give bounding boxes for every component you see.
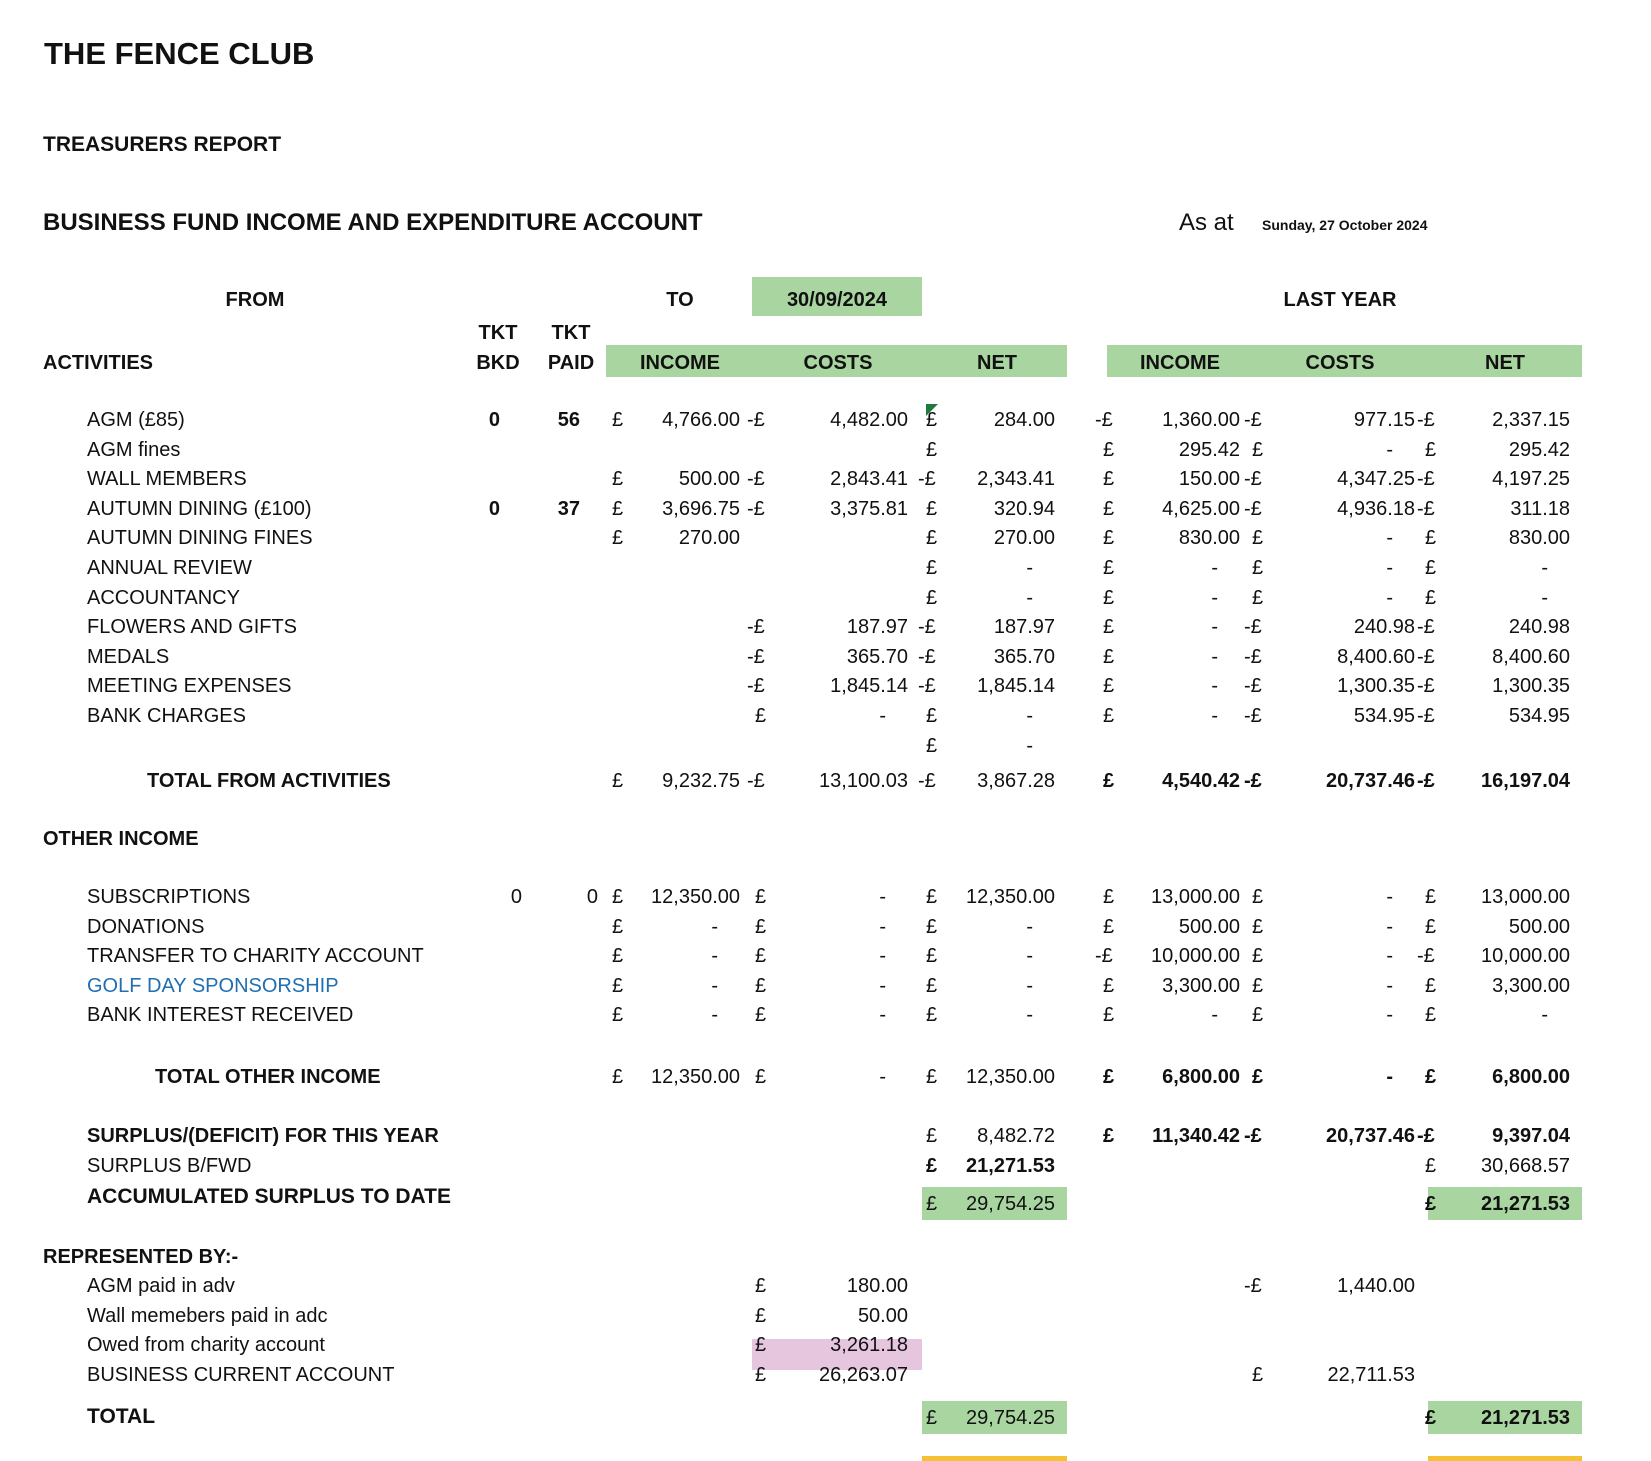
cost-currency-symbol: £ bbox=[755, 1066, 767, 1088]
ly-inc-currency-symbol: -£ bbox=[1095, 945, 1113, 967]
ly-inc-currency-symbol: £ bbox=[1103, 468, 1115, 490]
net-currency-symbol: -£ bbox=[918, 770, 936, 792]
ly-inc-currency-symbol: £ bbox=[1103, 916, 1115, 938]
row-label: AUTUMN DINING (£100) bbox=[87, 498, 312, 520]
net-currency-symbol: £ bbox=[926, 735, 938, 757]
net-amount: 2,343.41 bbox=[977, 468, 1055, 490]
ly-net-amount: 240.98 bbox=[1508, 616, 1570, 638]
ly-cost-amount: 20,737.46 bbox=[1326, 770, 1415, 792]
cost-currency-symbol: -£ bbox=[747, 675, 765, 697]
bfwd-label: SURPLUS B/FWD bbox=[87, 1155, 252, 1177]
represented-item-label: Owed from charity account bbox=[87, 1334, 325, 1356]
ly-inc-currency-symbol: £ bbox=[1103, 1066, 1115, 1088]
row-label: TRANSFER TO CHARITY ACCOUNT bbox=[87, 945, 424, 967]
ly-inc-amount: 4,625.00 bbox=[1162, 498, 1240, 520]
club-title: THE FENCE CLUB bbox=[44, 36, 315, 71]
ly-inc-amount: - bbox=[1211, 675, 1218, 697]
ly-cost-amount: 240.98 bbox=[1353, 616, 1415, 638]
ly-inc-amount: 10,000.00 bbox=[1151, 945, 1240, 967]
ly-inc-amount: - bbox=[1211, 616, 1218, 638]
ly-inc-currency-symbol: £ bbox=[1103, 498, 1115, 520]
ly-cost-amount: - bbox=[1386, 527, 1393, 549]
cost-amount: 1,845.14 bbox=[830, 675, 908, 697]
ly-cost-currency-symbol: £ bbox=[1252, 439, 1264, 461]
ly-inc-currency-symbol: £ bbox=[1103, 675, 1115, 697]
ly-inc-amount: - bbox=[1211, 646, 1218, 668]
ly-cost-currency-symbol: £ bbox=[1252, 945, 1264, 967]
surplus-label: SURPLUS/(DEFICIT) FOR THIS YEAR bbox=[87, 1125, 439, 1147]
net-currency-symbol: £ bbox=[926, 705, 938, 727]
row-label: ACCOUNTANCY bbox=[87, 587, 240, 609]
total-net-amount: 29,754.25 bbox=[966, 1407, 1055, 1429]
ly-net-amount: 830.00 bbox=[1508, 527, 1570, 549]
bfwd-ly-net-amount: 30,668.57 bbox=[1481, 1155, 1570, 1177]
ly-cost-amount: - bbox=[1386, 587, 1393, 609]
net-currency-symbol: £ bbox=[926, 916, 938, 938]
accumulated-label: ACCUMULATED SURPLUS TO DATE bbox=[87, 1185, 451, 1208]
ly-inc-currency-symbol: -£ bbox=[1095, 409, 1113, 431]
ly-net-currency-symbol: -£ bbox=[1417, 705, 1435, 727]
cost-currency-symbol: £ bbox=[755, 916, 767, 938]
row-label: FLOWERS AND GIFTS bbox=[87, 616, 298, 638]
ly-net-currency-symbol: -£ bbox=[1417, 675, 1435, 697]
ly-inc-currency-symbol: £ bbox=[1103, 646, 1115, 668]
ly-net-currency-symbol: -£ bbox=[1417, 616, 1435, 638]
as-at-date: Sunday, 27 October 2024 bbox=[1262, 217, 1428, 233]
cost-amount: - bbox=[879, 705, 886, 727]
ly-net-amount: 13,000.00 bbox=[1481, 886, 1570, 908]
tkt-bkd: 0 bbox=[488, 409, 500, 431]
ly-net-currency-symbol: £ bbox=[1425, 916, 1437, 938]
ly-cost-currency-symbol: £ bbox=[1252, 916, 1264, 938]
row-label: ANNUAL REVIEW bbox=[87, 557, 252, 579]
ly-inc-amount: - bbox=[1211, 587, 1218, 609]
cost-currency-symbol: £ bbox=[755, 705, 767, 727]
accumulated-net-currency-symbol: £ bbox=[926, 1193, 938, 1215]
ly-inc-amount: 295.42 bbox=[1178, 439, 1240, 461]
row-label: BANK CHARGES bbox=[87, 705, 246, 727]
represented-ly-cost-amount: 22,711.53 bbox=[1327, 1364, 1415, 1386]
ly-inc-currency-symbol: £ bbox=[1103, 616, 1115, 638]
ly-inc-amount: 500.00 bbox=[1178, 916, 1240, 938]
tkt-bkd: 0 bbox=[488, 498, 500, 520]
cost-amount: 4,482.00 bbox=[830, 409, 908, 431]
net-amount: 284.00 bbox=[993, 409, 1055, 431]
net-amount: - bbox=[1026, 945, 1033, 967]
ly-net-amount: - bbox=[1541, 587, 1548, 609]
account-heading: BUSINESS FUND INCOME AND EXPENDITURE ACCOUNT bbox=[43, 209, 703, 236]
cost-currency-symbol: £ bbox=[755, 975, 767, 997]
ly-net-amount: 311.18 bbox=[1510, 498, 1570, 520]
cost-currency-symbol: -£ bbox=[747, 498, 765, 520]
ly-net-amount: 4,197.25 bbox=[1492, 468, 1570, 490]
ly-inc-amount: 6,800.00 bbox=[1162, 1066, 1240, 1088]
net-amount: 365.70 bbox=[993, 646, 1055, 668]
ly-inc-amount: - bbox=[1211, 705, 1218, 727]
surplus-ly-cost-amount: 20,737.46 bbox=[1326, 1125, 1415, 1147]
ly-net-currency-symbol: £ bbox=[1425, 1004, 1437, 1026]
ly-inc-currency-symbol: £ bbox=[1103, 557, 1115, 579]
ly-cost-amount: - bbox=[1386, 1004, 1393, 1026]
report-subtitle: TREASURERS REPORT bbox=[43, 133, 282, 156]
ly-inc-amount: - bbox=[1211, 1004, 1218, 1026]
total-ly-net-currency-symbol: £ bbox=[1425, 1407, 1437, 1429]
inc-amount: - bbox=[711, 975, 718, 997]
ly-net-amount: - bbox=[1541, 557, 1548, 579]
row-label: MEETING EXPENSES bbox=[87, 675, 292, 697]
cost-amount: 3,375.81 bbox=[830, 498, 908, 520]
net-currency-symbol: £ bbox=[926, 945, 938, 967]
ly-inc-currency-symbol: £ bbox=[1103, 587, 1115, 609]
ly-net-currency-symbol: -£ bbox=[1417, 646, 1435, 668]
net-amount: 1,845.14 bbox=[977, 675, 1055, 697]
tkt-paid: 56 bbox=[557, 409, 580, 431]
cost-currency-symbol: -£ bbox=[747, 468, 765, 490]
total-label: TOTAL bbox=[87, 1405, 156, 1428]
net-amount: - bbox=[1026, 587, 1033, 609]
net-header: NET bbox=[977, 352, 1017, 374]
total-ly-net-amount: 21,271.53 bbox=[1481, 1407, 1570, 1429]
ly-inc-currency-symbol: £ bbox=[1103, 527, 1115, 549]
inc-currency-symbol: £ bbox=[612, 1066, 624, 1088]
ly-net-currency-symbol: £ bbox=[1425, 975, 1437, 997]
ly-cost-currency-symbol: £ bbox=[1252, 886, 1264, 908]
net-amount: 3,867.28 bbox=[977, 770, 1055, 792]
ly-net-currency-symbol: £ bbox=[1425, 527, 1437, 549]
inc-amount: 12,350.00 bbox=[651, 1066, 740, 1088]
inc-amount: - bbox=[711, 1004, 718, 1026]
inc-currency-symbol: £ bbox=[612, 770, 624, 792]
ly-cost-amount: 4,347.25 bbox=[1337, 468, 1415, 490]
activities-label: ACTIVITIES bbox=[43, 352, 154, 374]
cost-currency-symbol: -£ bbox=[747, 646, 765, 668]
ly-net-amount: 295.42 bbox=[1508, 439, 1570, 461]
net-currency-symbol: £ bbox=[926, 527, 938, 549]
ly-net-currency-symbol: -£ bbox=[1417, 409, 1435, 431]
net-amount: - bbox=[1026, 1004, 1033, 1026]
net-amount: 187.97 bbox=[993, 616, 1055, 638]
net-amount: 12,350.00 bbox=[966, 886, 1055, 908]
cost-amount: 365.70 bbox=[846, 646, 908, 668]
row-label: TOTAL OTHER INCOME bbox=[155, 1066, 381, 1088]
inc-amount: 3,696.75 bbox=[662, 498, 740, 520]
from-label: FROM bbox=[225, 289, 285, 311]
ly-net-amount: - bbox=[1541, 1004, 1548, 1026]
net-currency-symbol: -£ bbox=[918, 646, 936, 668]
net-amount: - bbox=[1026, 975, 1033, 997]
inc-amount: 9,232.75 bbox=[662, 770, 740, 792]
bfwd-net-currency-symbol: £ bbox=[926, 1155, 938, 1177]
row-label: GOLF DAY SPONSORSHIP bbox=[87, 975, 339, 997]
tkt-paid-label-2: PAID bbox=[547, 352, 595, 374]
ly-cost-currency-symbol: -£ bbox=[1244, 770, 1262, 792]
cost-currency-symbol: -£ bbox=[747, 409, 765, 431]
ly-net-amount: 1,300.35 bbox=[1492, 675, 1570, 697]
ly-net-currency-symbol: £ bbox=[1425, 439, 1437, 461]
costs-header: COSTS bbox=[803, 352, 873, 374]
ly-cost-amount: - bbox=[1386, 1066, 1393, 1088]
net-amount: - bbox=[1026, 916, 1033, 938]
inc-currency-symbol: £ bbox=[612, 916, 624, 938]
net-amount: 12,350.00 bbox=[966, 1066, 1055, 1088]
net-orange-bar bbox=[922, 1456, 1067, 1461]
inc-currency-symbol: £ bbox=[612, 945, 624, 967]
net-currency-symbol: £ bbox=[926, 1004, 938, 1026]
represented-cost-amount: 50.00 bbox=[857, 1305, 908, 1327]
accumulated-net-amount: 29,754.25 bbox=[966, 1193, 1055, 1215]
ly-inc-currency-symbol: £ bbox=[1103, 439, 1115, 461]
inc-currency-symbol: £ bbox=[612, 975, 624, 997]
ly-cost-currency-symbol: -£ bbox=[1244, 705, 1262, 727]
cost-currency-symbol: -£ bbox=[747, 770, 765, 792]
net-currency-symbol: -£ bbox=[918, 468, 936, 490]
represented-cost-amount: 180.00 bbox=[846, 1275, 908, 1297]
inc-amount: - bbox=[711, 916, 718, 938]
tkt-bkd-label-2: BKD bbox=[476, 352, 520, 374]
inc-currency-symbol: £ bbox=[612, 468, 624, 490]
represented-ly-cost-amount: 1,440.00 bbox=[1337, 1275, 1415, 1297]
row-label: AGM fines bbox=[87, 439, 181, 461]
ly-net-currency-symbol: -£ bbox=[1417, 770, 1435, 792]
tkt-paid-label-1: TKT bbox=[551, 322, 591, 344]
ly-income-header: INCOME bbox=[1140, 352, 1220, 374]
inc-currency-symbol: £ bbox=[612, 498, 624, 520]
net-currency-symbol: £ bbox=[926, 557, 938, 579]
cost-currency-symbol: £ bbox=[755, 945, 767, 967]
surplus-ly-inc-amount: 11,340.42 bbox=[1152, 1125, 1240, 1147]
as-at-label: As at bbox=[1179, 209, 1234, 236]
inc-currency-symbol: £ bbox=[612, 409, 624, 431]
inc-currency-symbol: £ bbox=[612, 1004, 624, 1026]
inc-amount: 500.00 bbox=[678, 468, 740, 490]
ly-net-currency-symbol: -£ bbox=[1417, 468, 1435, 490]
inc-amount: 12,350.00 bbox=[651, 886, 740, 908]
net-currency-symbol: £ bbox=[926, 587, 938, 609]
ly-net-amount: 3,300.00 bbox=[1492, 975, 1570, 997]
row-label: BANK INTEREST RECEIVED bbox=[87, 1004, 354, 1026]
net-currency-symbol: £ bbox=[926, 498, 938, 520]
net-amount: - bbox=[1026, 557, 1033, 579]
ly-inc-amount: 13,000.00 bbox=[1151, 886, 1240, 908]
ly-cost-currency-symbol: £ bbox=[1252, 557, 1264, 579]
other-income-label: OTHER INCOME bbox=[43, 828, 199, 850]
ly-net-amount: 10,000.00 bbox=[1481, 945, 1570, 967]
tkt-paid: 0 bbox=[586, 886, 598, 908]
net-amount: 270.00 bbox=[993, 527, 1055, 549]
ly-cost-amount: - bbox=[1386, 975, 1393, 997]
represented-cost-currency-symbol: £ bbox=[755, 1364, 767, 1386]
ly-cost-amount: 8,400.60 bbox=[1337, 646, 1415, 668]
ly-inc-amount: 150.00 bbox=[1178, 468, 1240, 490]
inc-amount: 270.00 bbox=[678, 527, 740, 549]
ly-inc-currency-symbol: £ bbox=[1103, 770, 1115, 792]
cost-amount: 2,843.41 bbox=[830, 468, 908, 490]
net-amount: - bbox=[1026, 735, 1033, 757]
ly-cost-currency-symbol: -£ bbox=[1244, 675, 1262, 697]
tkt-bkd-label-1: TKT bbox=[478, 322, 518, 344]
row-label: SUBSCRIPTIONS bbox=[87, 886, 251, 908]
cost-amount: - bbox=[879, 1004, 886, 1026]
row-label: AUTUMN DINING FINES bbox=[87, 527, 313, 549]
net-amount: 320.94 bbox=[993, 498, 1055, 520]
to-label: TO bbox=[666, 289, 694, 311]
ly-cost-currency-symbol: -£ bbox=[1244, 468, 1262, 490]
row-label: TOTAL FROM ACTIVITIES bbox=[147, 770, 391, 792]
net-currency-symbol: £ bbox=[926, 886, 938, 908]
ly-inc-amount: 3,300.00 bbox=[1162, 975, 1240, 997]
tkt-bkd: 0 bbox=[510, 886, 522, 908]
surplus-ly-inc-currency-symbol: £ bbox=[1103, 1125, 1115, 1147]
inc-amount: 4,766.00 bbox=[662, 409, 740, 431]
surplus-net-currency-symbol: £ bbox=[926, 1125, 938, 1147]
cost-amount: - bbox=[879, 945, 886, 967]
ly-cost-amount: 977.15 bbox=[1353, 409, 1415, 431]
net-currency-symbol: £ bbox=[926, 409, 938, 431]
ly-inc-amount: 830.00 bbox=[1178, 527, 1240, 549]
ly-inc-currency-symbol: £ bbox=[1103, 886, 1115, 908]
net-currency-symbol: -£ bbox=[918, 616, 936, 638]
net-currency-symbol: £ bbox=[926, 439, 938, 461]
cost-amount: - bbox=[879, 916, 886, 938]
ly-inc-amount: - bbox=[1211, 557, 1218, 579]
ly-cost-currency-symbol: -£ bbox=[1244, 409, 1262, 431]
represented-item-label: BUSINESS CURRENT ACCOUNT bbox=[87, 1364, 395, 1386]
surplus-net-amount: 8,482.72 bbox=[977, 1125, 1055, 1147]
inc-currency-symbol: £ bbox=[612, 527, 624, 549]
income-header: INCOME bbox=[640, 352, 720, 374]
represented-cost-amount: 26,263.07 bbox=[819, 1364, 908, 1386]
ly-cost-currency-symbol: -£ bbox=[1244, 616, 1262, 638]
net-currency-symbol: -£ bbox=[918, 675, 936, 697]
surplus-ly-net-currency-symbol: -£ bbox=[1417, 1125, 1435, 1147]
to-date: 30/09/2024 bbox=[786, 289, 888, 311]
ly-cost-amount: - bbox=[1386, 945, 1393, 967]
cost-currency-symbol: -£ bbox=[747, 616, 765, 638]
row-label: WALL MEMBERS bbox=[87, 468, 247, 490]
ly-net-currency-symbol: -£ bbox=[1417, 498, 1435, 520]
ly-inc-amount: 4,540.42 bbox=[1162, 770, 1240, 792]
ly-net-header: NET bbox=[1485, 352, 1525, 374]
represented-ly-cost-currency-symbol: -£ bbox=[1244, 1275, 1262, 1297]
represented-ly-cost-currency-symbol: £ bbox=[1252, 1364, 1264, 1386]
ly-inc-currency-symbol: £ bbox=[1103, 705, 1115, 727]
cost-amount: - bbox=[879, 1066, 886, 1088]
ly-cost-currency-symbol: -£ bbox=[1244, 646, 1262, 668]
represented-cost-currency-symbol: £ bbox=[755, 1334, 767, 1356]
ly-net-currency-symbol: £ bbox=[1425, 886, 1437, 908]
ly-cost-amount: 4,936.18 bbox=[1337, 498, 1415, 520]
cost-currency-symbol: £ bbox=[755, 1004, 767, 1026]
ly-cost-currency-symbol: £ bbox=[1252, 527, 1264, 549]
ly-net-currency-symbol: -£ bbox=[1417, 945, 1435, 967]
bfwd-ly-net-currency-symbol: £ bbox=[1425, 1155, 1437, 1177]
represented-item-label: Wall memebers paid in adc bbox=[87, 1305, 328, 1327]
bfwd-net-amount: 21,271.53 bbox=[966, 1155, 1055, 1177]
net-amount: - bbox=[1026, 705, 1033, 727]
cost-amount: 13,100.03 bbox=[819, 770, 908, 792]
ly-net-amount: 16,197.04 bbox=[1481, 770, 1570, 792]
ly-net-currency-symbol: £ bbox=[1425, 1066, 1437, 1088]
represented-item-label: AGM paid in adv bbox=[87, 1275, 235, 1297]
row-label: DONATIONS bbox=[87, 916, 205, 938]
ly-cost-amount: 1,300.35 bbox=[1337, 675, 1415, 697]
cost-amount: - bbox=[879, 975, 886, 997]
ly-cost-amount: - bbox=[1386, 886, 1393, 908]
ly-cost-currency-symbol: £ bbox=[1252, 587, 1264, 609]
ly-cost-currency-symbol: £ bbox=[1252, 1066, 1264, 1088]
ly-net-orange-bar bbox=[1428, 1456, 1582, 1461]
last-year-label: LAST YEAR bbox=[1283, 289, 1397, 311]
accumulated-ly-net-currency-symbol: £ bbox=[1425, 1193, 1437, 1215]
ly-net-currency-symbol: £ bbox=[1425, 557, 1437, 579]
represented-cost-amount: 3,261.18 bbox=[830, 1334, 908, 1356]
inc-currency-symbol: £ bbox=[612, 886, 624, 908]
tkt-paid: 37 bbox=[557, 498, 580, 520]
ly-net-amount: 6,800.00 bbox=[1492, 1066, 1570, 1088]
ly-cost-currency-symbol: £ bbox=[1252, 1004, 1264, 1026]
total-net-currency-symbol: £ bbox=[926, 1407, 938, 1429]
accumulated-ly-net-amount: 21,271.53 bbox=[1481, 1193, 1570, 1215]
ly-net-amount: 500.00 bbox=[1508, 916, 1570, 938]
represented-cost-currency-symbol: £ bbox=[755, 1275, 767, 1297]
ly-costs-header: COSTS bbox=[1305, 352, 1375, 374]
cost-amount: - bbox=[879, 886, 886, 908]
ly-cost-amount: - bbox=[1386, 557, 1393, 579]
represented-label: REPRESENTED BY:- bbox=[43, 1246, 239, 1268]
ly-net-amount: 534.95 bbox=[1508, 705, 1570, 727]
cost-amount: 187.97 bbox=[846, 616, 908, 638]
ly-net-currency-symbol: £ bbox=[1425, 587, 1437, 609]
ly-cost-currency-symbol: £ bbox=[1252, 975, 1264, 997]
net-currency-symbol: £ bbox=[926, 975, 938, 997]
cost-currency-symbol: £ bbox=[755, 886, 767, 908]
row-label: AGM (£85) bbox=[87, 409, 185, 431]
ly-net-amount: 2,337.15 bbox=[1492, 409, 1570, 431]
ly-cost-currency-symbol: -£ bbox=[1244, 498, 1262, 520]
row-label: MEDALS bbox=[87, 646, 170, 668]
ly-inc-currency-symbol: £ bbox=[1103, 975, 1115, 997]
ly-inc-currency-symbol: £ bbox=[1103, 1004, 1115, 1026]
represented-cost-currency-symbol: £ bbox=[755, 1305, 767, 1327]
inc-amount: - bbox=[711, 945, 718, 967]
net-currency-symbol: £ bbox=[926, 1066, 938, 1088]
ly-cost-amount: - bbox=[1386, 439, 1393, 461]
ly-cost-amount: - bbox=[1386, 916, 1393, 938]
ly-inc-amount: 1,360.00 bbox=[1162, 409, 1240, 431]
ly-cost-amount: 534.95 bbox=[1353, 705, 1415, 727]
ly-net-amount: 8,400.60 bbox=[1492, 646, 1570, 668]
surplus-ly-net-amount: 9,397.04 bbox=[1492, 1125, 1570, 1147]
surplus-ly-cost-currency-symbol: -£ bbox=[1244, 1125, 1262, 1147]
